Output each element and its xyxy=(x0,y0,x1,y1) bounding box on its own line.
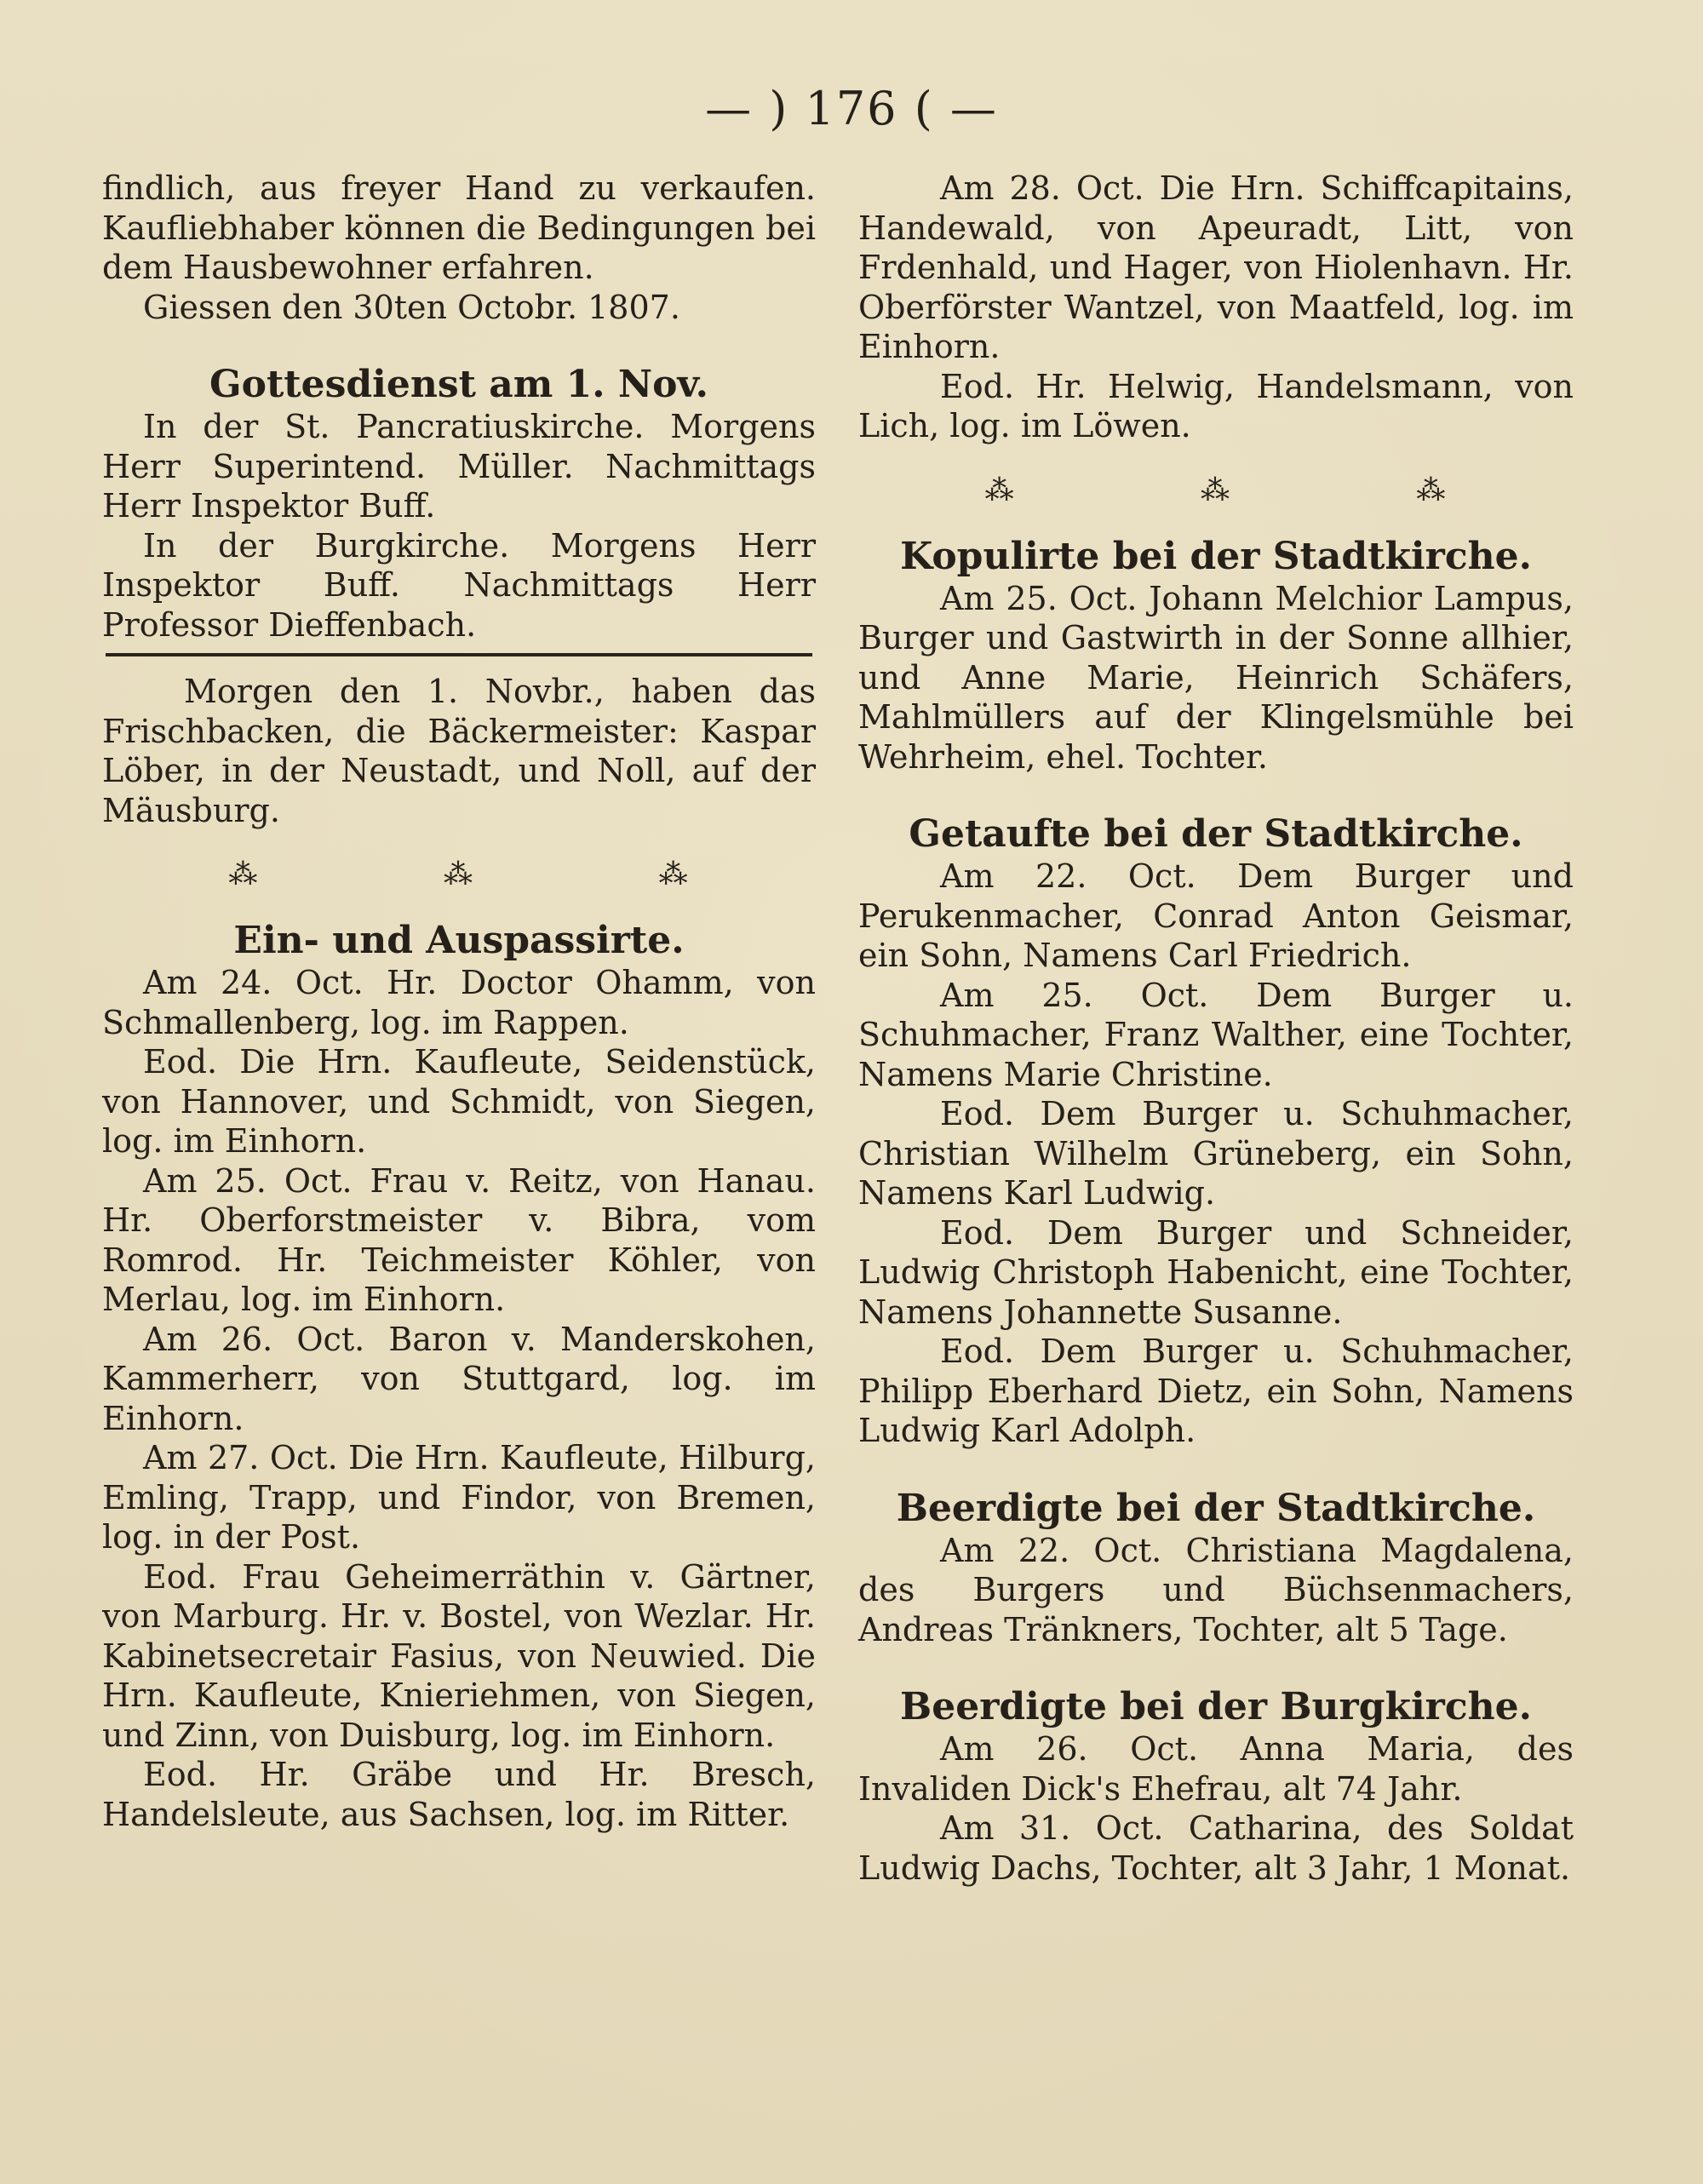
paragraph: Eod. Dem Burger u. Schuhmacher, Philipp Eberhard Dietz, ein Sohn, Namens Ludwig Karl Adolph. xyxy=(858,1333,1574,1449)
paragraph: Am 31. Oct. Catharina, des Soldat Ludwig Dachs, Tochter, alt 3 Jahr, 1 Monat. xyxy=(858,1809,1574,1887)
ornament-divider xyxy=(892,473,1540,507)
right-column xyxy=(858,169,1574,1888)
divider-rule xyxy=(106,653,812,656)
section-title-beerdigte-burg: Beerdigte bei der Burgkirche. xyxy=(900,1685,1532,1728)
section-title-gottesdienst: Gottesdienst am 1. Nov. xyxy=(209,363,708,406)
paragraph: Eod. Dem Burger und Schneider, Ludwig Christoph Habenicht, eine Tochter, Namens Johannette Susanne. xyxy=(858,1213,1574,1331)
paragraph: Eod. Frau Geheimerräthin v. Gärtner, von Marburg. Hr. v. Bostel, von Wezlar. Hr. Kabinetsecretair Fasius, von Neuwied. Die Hrn. Kaufleute, Knieriehmen, von Siegen, und Zinn, von Duisburg, log. im Einhorn. xyxy=(102,1557,816,1754)
left-column xyxy=(102,169,816,1834)
section-title-kopulirte: Kopulirte bei der Stadtkirche. xyxy=(900,534,1532,578)
paragraph: Am 27. Oct. Die Hrn. Kaufleute, Hilburg, Emling, Trapp, und Findor, von Bremen, log. in der Post. xyxy=(102,1439,816,1556)
paragraph: Am 26. Oct. Baron v. Manderskohen, Kammerherr, von Stuttgard, log. im Einhorn. xyxy=(102,1320,816,1437)
paragraph: Am 25. Oct. Dem Burger u. Schuhmacher, Franz Walther, eine Tochter, Namens Marie Christine. xyxy=(858,976,1574,1093)
paragraph: Eod. Dem Burger u. Schuhmacher, Christian Wilhelm Grüneberg, ein Sohn, Namens Karl Ludwig. xyxy=(858,1095,1574,1212)
section-title-beerdigte-stadt: Beerdigte bei der Stadtkirche. xyxy=(896,1486,1536,1530)
paragraph: In der Burgkirche. Morgens Herr Inspektor Buff. Nachmittags Herr Professor Dieffenbach. xyxy=(102,526,816,644)
paragraph: Am 22. Oct. Christiana Magdalena, des Burgers und Büchsenmachers, Andreas Tränkners, Tochter, alt 5 Tage. xyxy=(858,1531,1574,1648)
asterism-icon: ⁂ xyxy=(984,473,1016,507)
asterism-icon: ⁂ xyxy=(1416,473,1448,507)
paragraph: Am 24. Oct. Hr. Doctor Ohamm, von Schmallenberg, log. im Rappen. xyxy=(102,964,816,1041)
asterism-icon: ⁂ xyxy=(443,857,474,891)
paragraph: Eod. Hr. Helwig, Handelsmann, von Lich, log. im Löwen. xyxy=(858,367,1574,444)
paragraph: Am 26. Oct. Anna Maria, des Invaliden Dick's Ehefrau, alt 74 Jahr. xyxy=(858,1730,1574,1808)
asterism-icon: ⁂ xyxy=(658,857,690,891)
paragraph: Am 25. Oct. Johann Melchior Lampus, Burger und Gastwirth in der Sonne allhier, und Anne Marie, Heinrich Schäfers, Mahlmüllers auf der Klingelsmühle bei Wehrheim, ehel. Tochter. xyxy=(858,579,1574,776)
paragraph: Am 28. Oct. Die Hrn. Schiffcapitains, Handewald, von Apeuradt, Litt, von Frdenhald, und Hager, von Hiolenhavn. Hr. Oberförster Wantzel, von Maatfeld, log. im Einhorn. xyxy=(858,169,1574,365)
intro-text: findlich, aus freyer Hand zu verkaufen. Kaufliebhaber können die Bedingungen bei dem Hausbewohner erfahren. xyxy=(102,169,816,286)
paragraph: Am 22. Oct. Dem Burger und Perukenmacher, Conrad Anton Geismar, ein Sohn, Namens Carl Friedrich. xyxy=(858,857,1574,974)
paragraph: Eod. Hr. Gräbe und Hr. Bresch, Handelsleute, aus Sachsen, log. im Ritter. xyxy=(102,1756,816,1833)
paragraph: Eod. Die Hrn. Kaufleute, Seidenstück, von Hannover, und Schmidt, von Siegen, log. im Einhorn. xyxy=(102,1043,816,1160)
asterism-icon: ⁂ xyxy=(228,857,260,891)
asterism-icon: ⁂ xyxy=(1200,473,1231,507)
date-line: Giessen den 30ten Octobr. 1807. xyxy=(143,288,680,326)
paragraph: Am 25. Oct. Frau v. Reitz, von Hanau. Hr. Oberforstmeister v. Bibra, vom Romrod. Hr. Teichmeister Köhler, von Merlau, log. im Einhorn. xyxy=(102,1161,816,1318)
section-title-getaufte: Getaufte bei der Stadtkirche. xyxy=(909,812,1523,856)
paragraph: In der St. Pancratiuskirche. Morgens Herr Superintend. Müller. Nachmittags Herr Inspektor Buff. xyxy=(102,408,816,525)
frischbacken-notice: Morgen den 1. Novbr., haben das Frischbacken, die Bäckermeister: Kaspar Löber, in der Neustadt, und Noll, auf der Mäusburg. xyxy=(102,673,816,829)
page-number: — ) 176 ( — xyxy=(705,82,998,135)
ornament-divider xyxy=(136,857,782,891)
section-title-passirte: Ein- und Auspassirte. xyxy=(233,919,685,962)
